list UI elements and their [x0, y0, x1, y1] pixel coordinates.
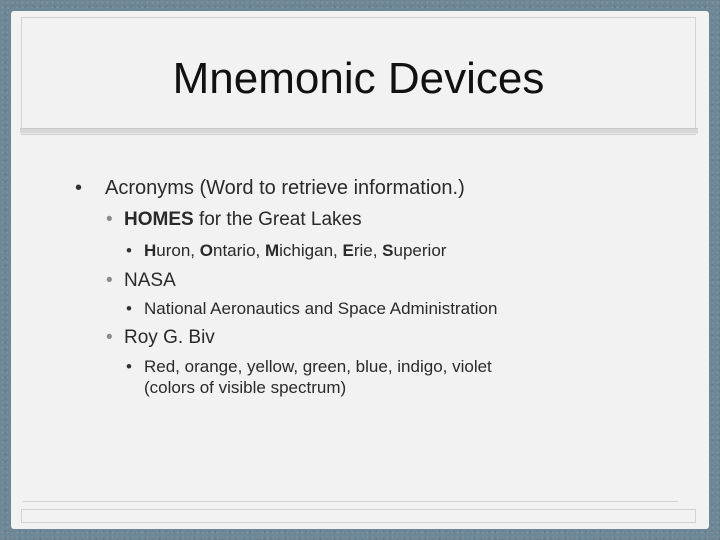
bullet-text: NASA [124, 270, 176, 291]
homes-description: for the Great Lakes [193, 209, 362, 230]
bullet-icon: • [126, 357, 132, 376]
slide [11, 11, 709, 529]
bullet-acronyms [75, 176, 465, 200]
bullet-homes [106, 209, 362, 231]
lake-superior: Superior [382, 241, 447, 260]
lake-ontario: Ontario, [199, 241, 265, 260]
bullet-text: Acronyms (Word to retrieve information.) [105, 177, 465, 199]
bullet-lakes [126, 240, 446, 261]
footer-panel [21, 509, 696, 523]
bullet-icon: • [126, 241, 132, 260]
colors-line-1: Red, orange, yellow, green, blue, indigo, violet [144, 357, 492, 376]
lake-michigan: Michigan, [264, 241, 343, 260]
footer-divider [23, 501, 678, 502]
bullet-colors [126, 356, 492, 398]
bullet-icon: • [106, 270, 113, 291]
bullet-icon: • [126, 299, 132, 318]
bullet-text: National Aeronautics and Space Administration [144, 299, 498, 318]
slide-title: Mnemonic Devices [172, 54, 545, 103]
bullet-nasa [106, 270, 176, 292]
bullet-icon: • [106, 209, 113, 230]
lake-huron: Huron, [144, 241, 200, 260]
bullet-icon: • [106, 327, 113, 348]
bullet-nasa-expansion [126, 298, 497, 319]
colors-line-2: (colors of visible spectrum) [144, 378, 347, 397]
bullet-icon: • [75, 177, 83, 199]
slide-body [11, 11, 709, 529]
homes-acronym: HOMES [124, 209, 194, 230]
bullet-roygbiv [106, 327, 215, 349]
bullet-text: Roy G. Biv [124, 327, 215, 348]
lake-erie: Erie, [342, 241, 383, 260]
